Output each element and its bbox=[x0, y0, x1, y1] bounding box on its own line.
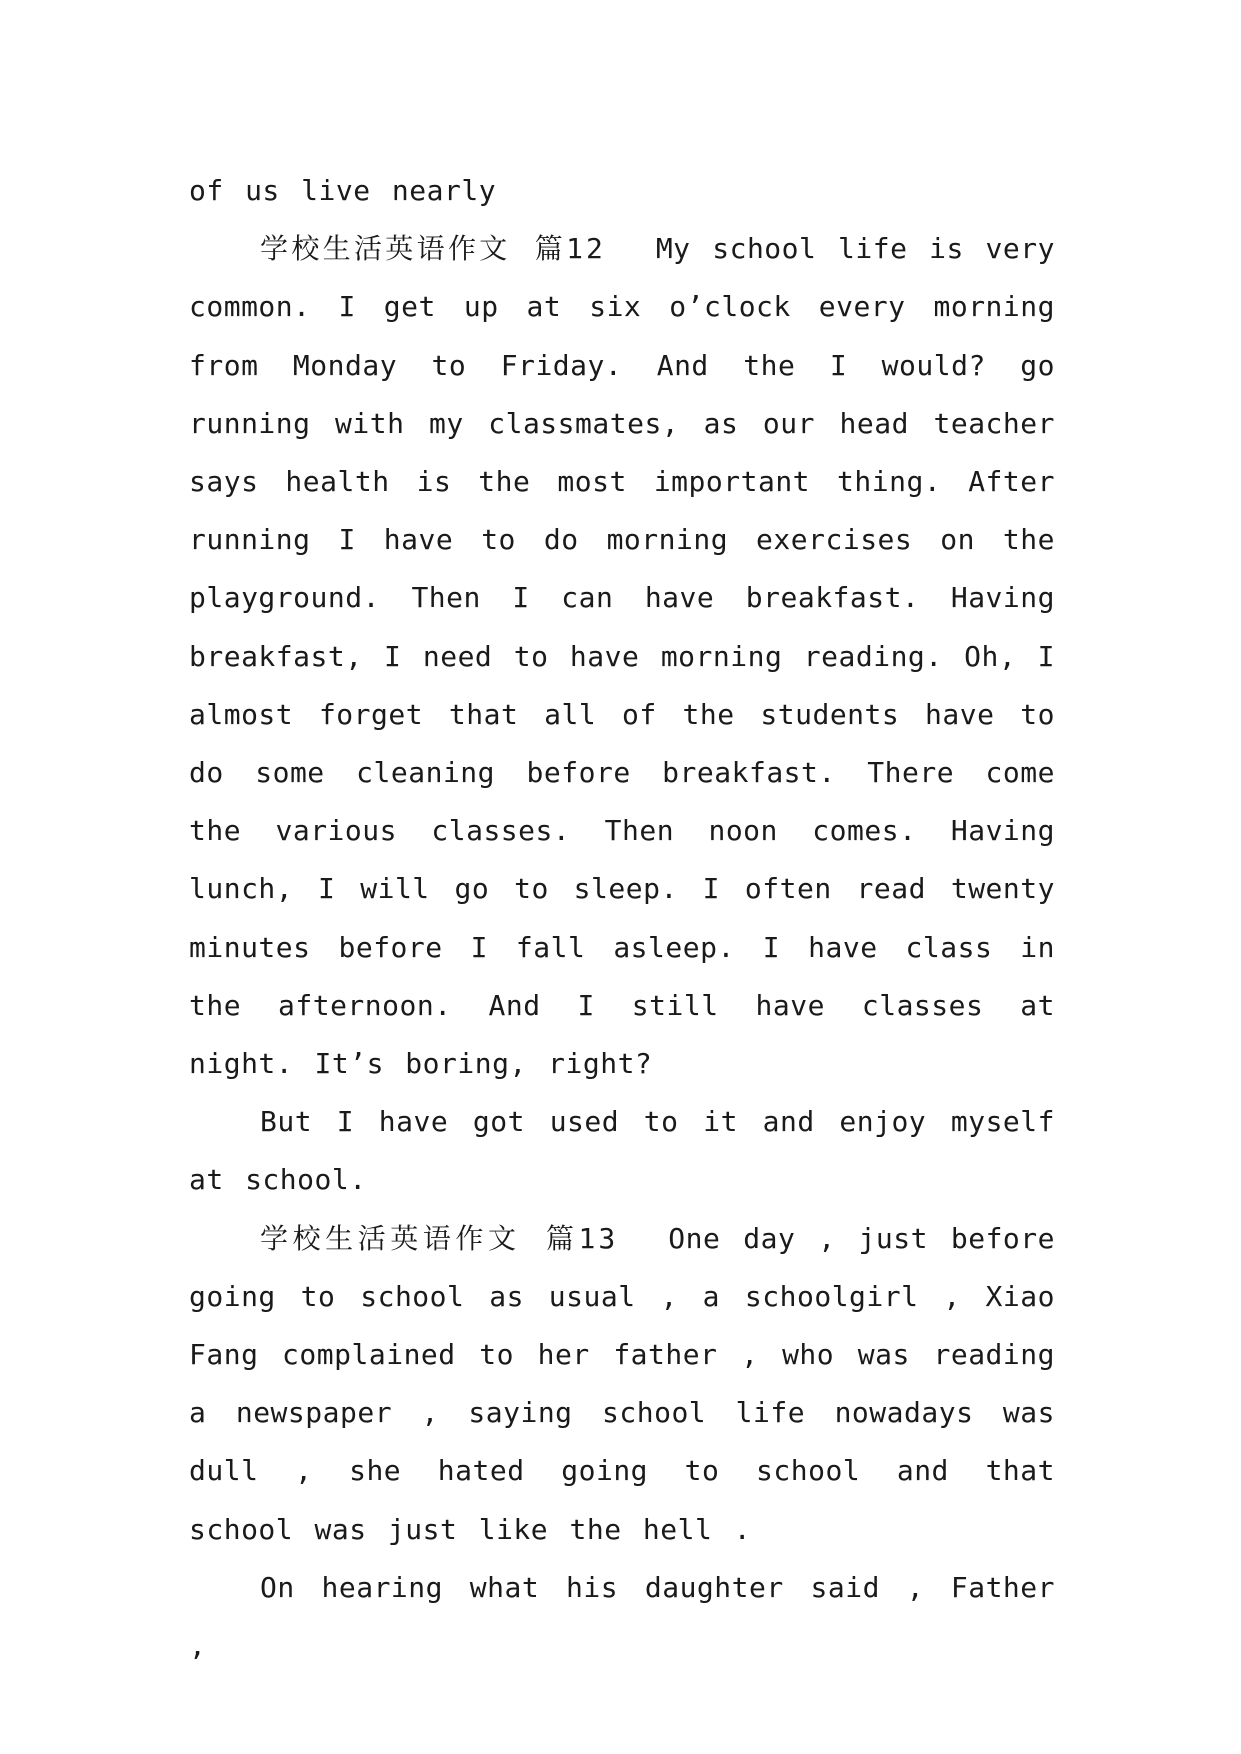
essay-13-next-paragraph bbox=[189, 1559, 1055, 1675]
essay-12-closing: But I have got used to it and enjoy myself at school. bbox=[189, 1105, 1055, 1197]
essay-12-body: My school life is very common. I get up at six o’clock every morning from Monday to Friday. And the I would? go running with my classmates, as our head teacher says health is the most important thing. After running I have to do morning exercises on the playground. Then I can have breakfast. Having breakfast, I need to have morning reading. Oh, I almost forget that all of the students have to do some cleaning before breakfast. There come the various classes. Then noon comes. Having lunch, I will go to sleep. I often read twenty minutes before I fall asleep. I have class in the afternoon. And I still have classes at night. It’s boring, right? bbox=[189, 232, 1055, 1081]
essay-12-paragraph bbox=[189, 220, 1055, 1093]
essay-13-paragraph bbox=[189, 1210, 1055, 1559]
essay-12-closing-paragraph bbox=[189, 1093, 1055, 1209]
continuation-text: of us live nearly bbox=[189, 174, 497, 207]
essay-12-heading: 学校生活英语作文 篇12 bbox=[260, 232, 606, 266]
essay-13-next: On hearing what his daughter said , Father , bbox=[189, 1570, 1055, 1663]
continuation-paragraph bbox=[189, 162, 1055, 220]
essay-13-heading: 学校生活英语作文 篇13 bbox=[260, 1221, 619, 1255]
document-body bbox=[189, 162, 1055, 1675]
essay-13-body: One day , just before going to school as usual , a schoolgirl , Xiao Fang complained to her father , who was reading a newspaper , saying school life nowadays was dull , she hated going to school and that school was just like the hell . bbox=[189, 1221, 1055, 1546]
